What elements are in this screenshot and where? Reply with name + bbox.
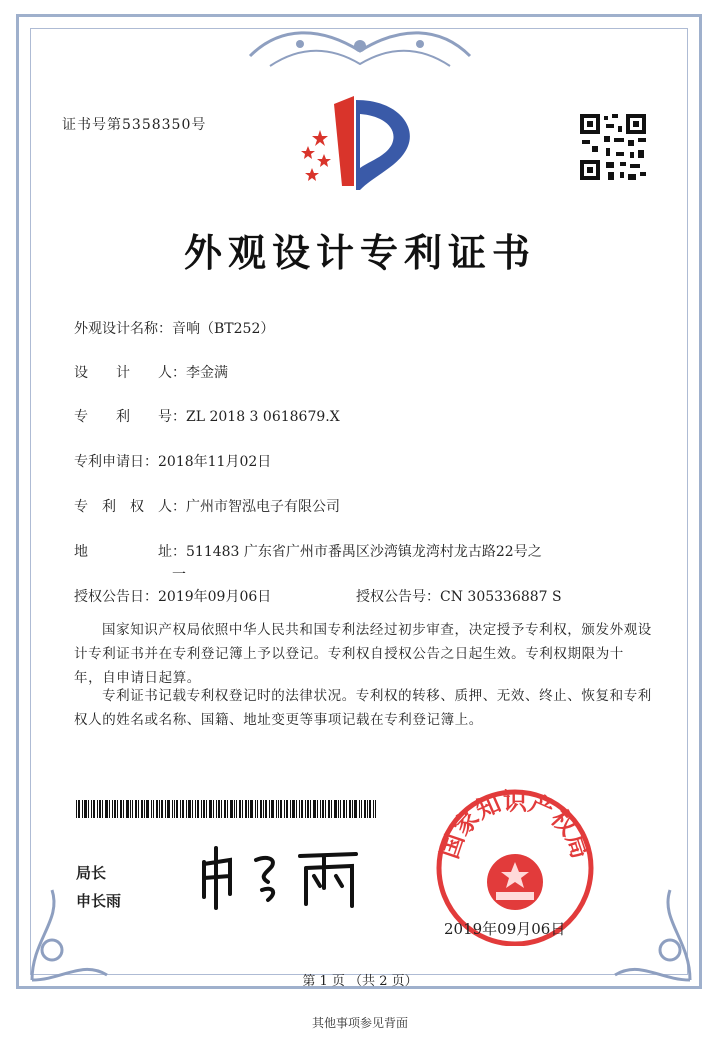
address-row (74, 541, 542, 561)
page-number: 第 1 页 （共 2 页） (302, 974, 418, 989)
design-name-row (74, 318, 274, 338)
address-label: 地 址： (74, 544, 186, 560)
designer-label: 设 计 人： (74, 365, 186, 381)
director-name: 申长雨 (76, 892, 122, 910)
address-line1: 511483 广东省广州市番禺区沙湾镇龙湾村龙古路22号之 (186, 544, 542, 560)
body-paragraph-1: 国家知识产权局依照中华人民共和国专利法经过初步审查，决定授予专利权，颁发外观设计专利证书并在专利登记簿上予以登记。专利权自授权公告之日起生效。专利权期限为十年，自申请日起算。 (74, 622, 652, 686)
top-ornament-icon (240, 26, 480, 80)
designer-row (74, 362, 228, 382)
patent-no: ZL 2018 3 0618679.X (186, 409, 340, 425)
filing-date-label: 专利申请日： (74, 454, 158, 470)
body-paragraph-2: 专利证书记载专利权登记时的法律状况。专利权的转移、质押、无效、终止、恢复和专利权人的姓名或名称、国籍、地址变更等事项记载在专利登记簿上。 (74, 688, 652, 728)
patentee-label: 专 利 权 人： (74, 499, 186, 515)
grant-no-row (356, 586, 562, 606)
certificate-number: 证书号第5358350号 (62, 117, 207, 133)
footer-note: 其他事项参见背面 (311, 1016, 408, 1030)
grant-no: CN 305336887 S (440, 589, 562, 605)
design-name-label: 外观设计名称： (74, 321, 172, 337)
designer: 李金满 (186, 365, 228, 381)
certificate-title: 外观设计专利证书 (183, 230, 536, 275)
grant-date: 2019年09月06日 (158, 589, 272, 605)
patent-office-logo-icon (298, 96, 418, 196)
patent-no-label: 专 利 号： (74, 409, 186, 425)
filing-date: 2018年11月02日 (158, 454, 272, 470)
filing-date-row (74, 451, 271, 471)
qr-code-icon (578, 112, 648, 182)
patent-no-row (74, 406, 340, 426)
grant-date-row (74, 586, 271, 606)
grant-no-label: 授权公告号： (356, 589, 440, 605)
handwritten-signature-icon (196, 842, 366, 912)
director-title: 局长 (76, 864, 107, 882)
design-name: 音响（BT252） (172, 321, 275, 337)
grant-date-label: 授权公告日： (74, 589, 158, 605)
seal-text: 国家知识产权局 (435, 787, 595, 863)
patentee-row (74, 496, 340, 516)
seal-date: 2019年09月06日 (444, 920, 566, 938)
barcode-icon (76, 800, 376, 818)
address-line2: 一 (172, 567, 186, 583)
patentee: 广州市智泓电子有限公司 (186, 499, 340, 515)
svg-text:国家知识产权局 (435, 787, 594, 862)
